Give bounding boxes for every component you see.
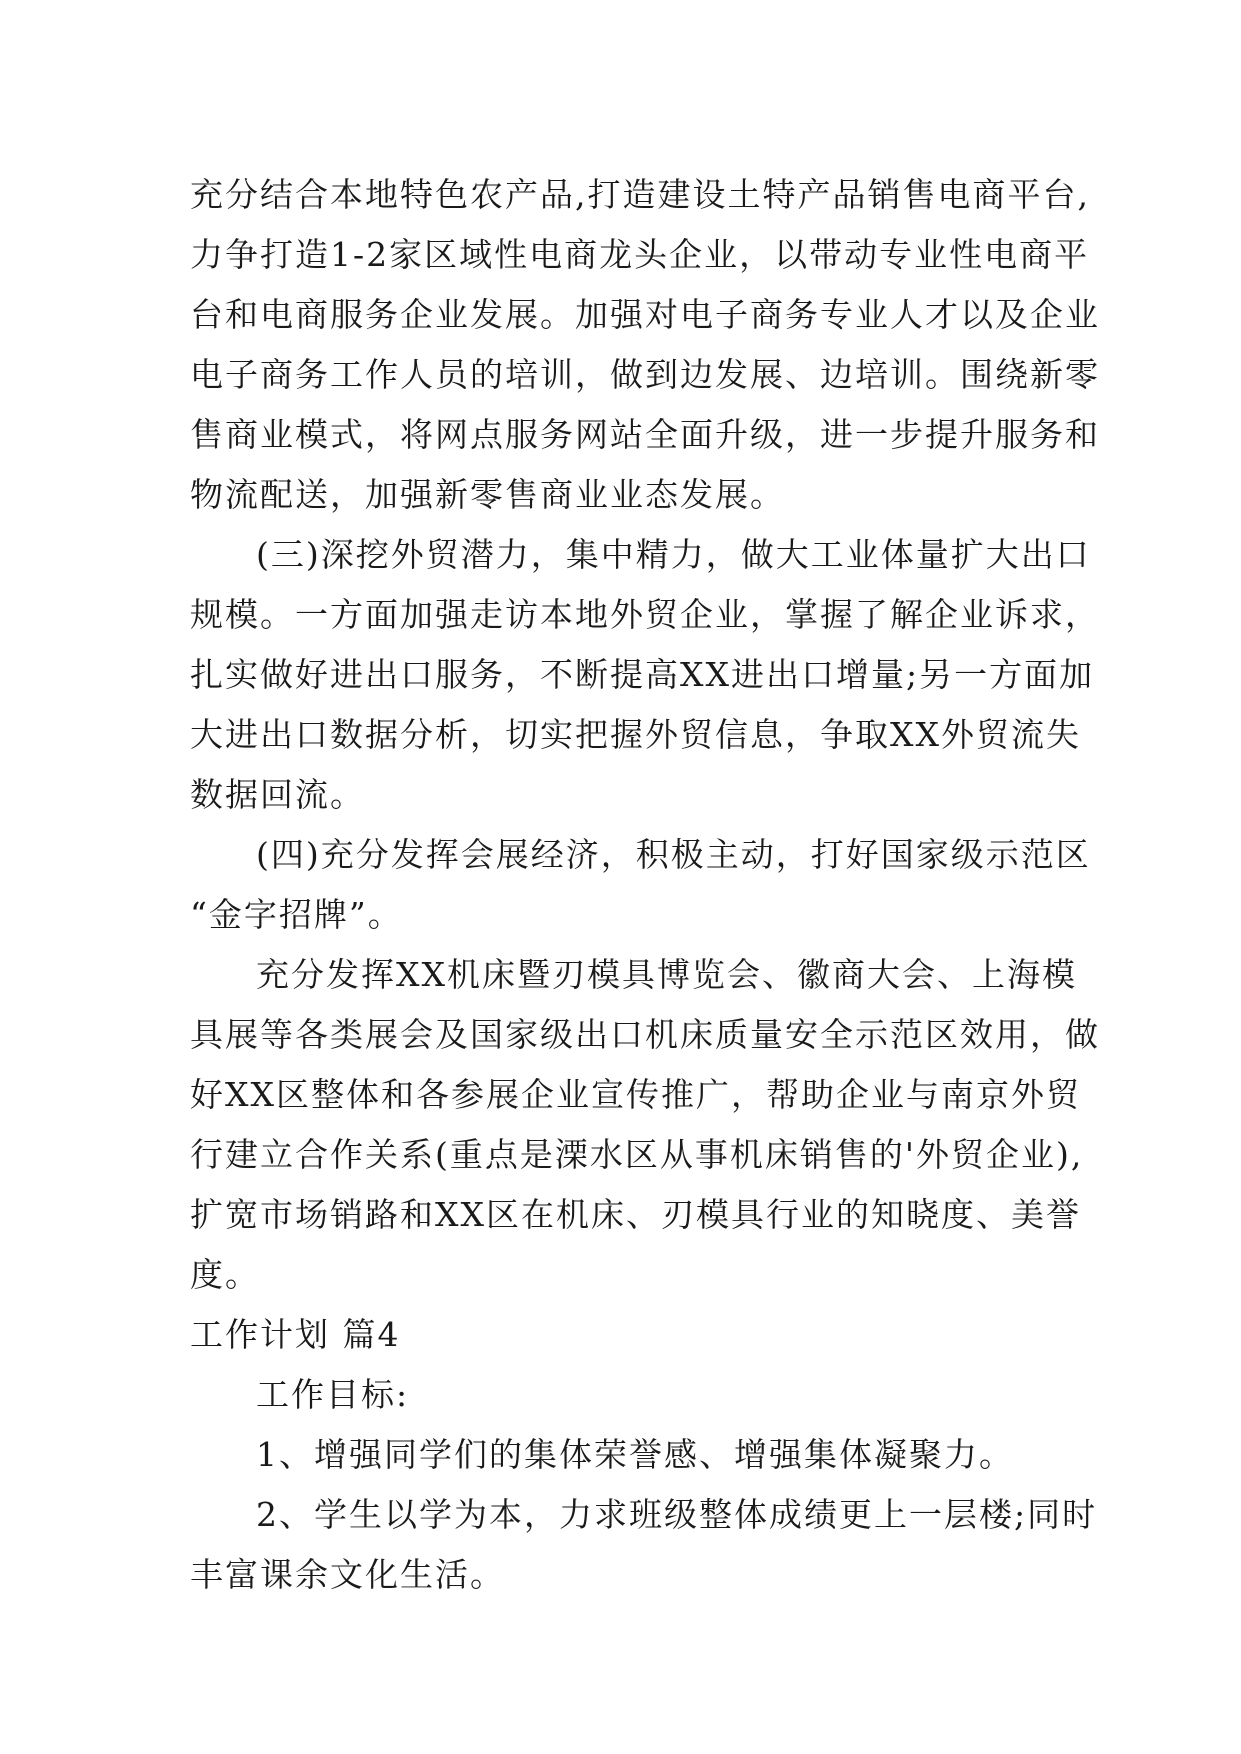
plan-title: 工作计划 篇4 (190, 1315, 401, 1354)
goal-item-1: 1、增强同学们的集体荣誉感、增强集体凝聚力。 (256, 1435, 1014, 1474)
text-line: 售商业模式，将网点服务网站全面升级，进一步提升服务和 (190, 415, 1100, 454)
text-line: 力争打造1-2家区域性电商龙头企业，以带动专业性电商平 (190, 235, 1090, 274)
text-line: 大进出口数据分析，切实把握外贸信息，争取XX外贸流失 (190, 715, 1081, 754)
text-line: 电子商务工作人员的培训，做到边发展、边培训。围绕新零 (190, 355, 1100, 394)
paragraph-start: 充分发挥XX机床暨刃模具博览会、徽商大会、上海模 (256, 955, 1077, 994)
document-page (190, 165, 1100, 1605)
text-line: 丰富课余文化生活。 (190, 1555, 505, 1594)
text-line: 数据回流。 (190, 775, 365, 814)
text-line: 规模。一方面加强走访本地外贸企业，掌握了解企业诉求， (190, 595, 1100, 634)
text-line: 台和电商服务企业发展。加强对电子商务专业人才以及企业 (190, 295, 1100, 334)
text-line: 具展等各类展会及国家级出口机床质量安全示范区效用，做 (190, 1015, 1100, 1054)
text-line: 扎实做好进出口服务，不断提高XX进出口增量;另一方面加 (190, 655, 1095, 694)
goal-item-2: 2、学生以学为本，力求班级整体成绩更上一层楼;同时 (256, 1495, 1098, 1534)
section-heading-3: (三)深挖外贸潜力，集中精力，做大工业体量扩大出口 (256, 535, 1091, 574)
text-line: “金字招牌”。 (190, 895, 403, 934)
text-line: 充分结合本地特色农产品,打造建设土特产品销售电商平台, (190, 175, 1090, 214)
goals-heading: 工作目标: (256, 1375, 410, 1414)
text-line: 扩宽市场销路和XX区在机床、刃模具行业的知晓度、美誉 (190, 1195, 1081, 1234)
section-heading-4: (四)充分发挥会展经济，积极主动，打好国家级示范区 (256, 835, 1091, 874)
text-line: 行建立合作关系(重点是溧水区从事机床销售的'外贸企业), (190, 1135, 1084, 1174)
text-line: 物流配送，加强新零售商业业态发展。 (190, 475, 785, 514)
text-line: 好XX区整体和各参展企业宣传推广，帮助企业与南京外贸 (190, 1075, 1081, 1114)
text-line: 度。 (190, 1255, 260, 1294)
